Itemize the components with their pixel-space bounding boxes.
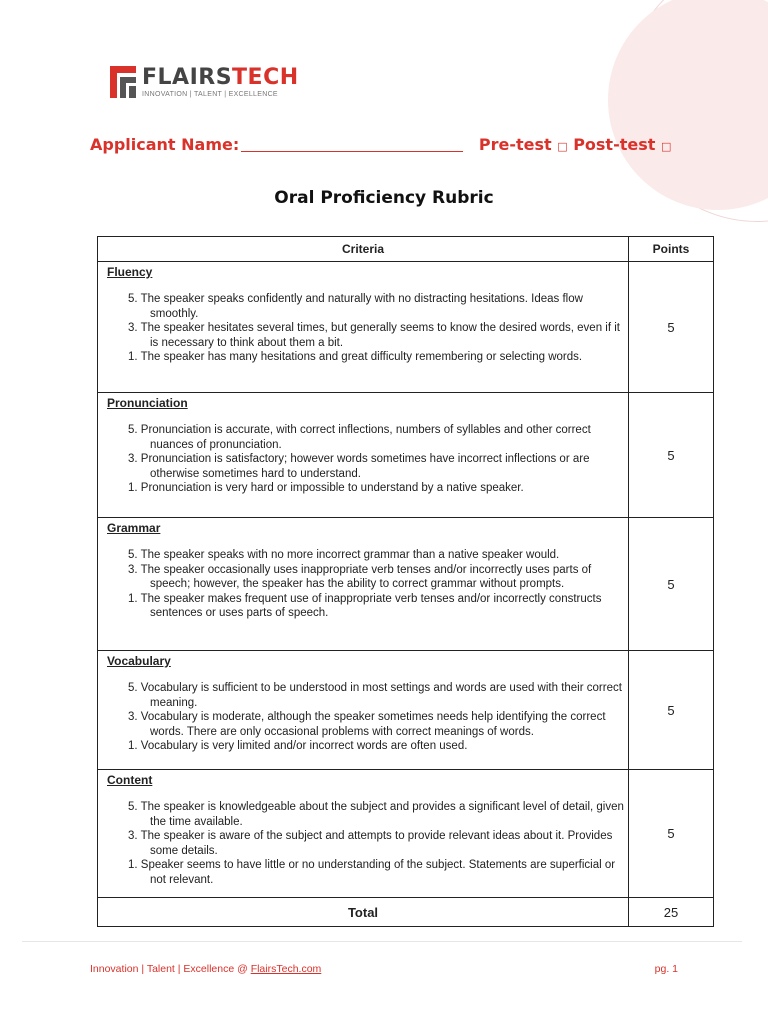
- level-item: 1. Vocabulary is very limited and/or incorrect words are often used.: [128, 740, 468, 752]
- level-item: 5. Pronunciation is accurate, with correct inflections, numbers of syllables and other correct nuances of pronunciation.: [128, 424, 591, 451]
- footer-text: Innovation | Talent | Excellence @ FlairsTech.com: [90, 963, 322, 975]
- brand-logo: [110, 66, 299, 100]
- points-value: 5: [629, 393, 714, 518]
- applicant-label: Applicant Name:: [90, 135, 240, 154]
- criterion-name: Fluency: [107, 265, 153, 279]
- footer-link[interactable]: FlairsTech.com: [250, 963, 322, 975]
- post-test-checkbox[interactable]: □: [660, 140, 672, 153]
- criterion-name: Grammar: [107, 521, 161, 535]
- level-item: 5. The speaker speaks with no more incorrect grammar than a native speaker would.: [128, 549, 560, 561]
- total-value: 25: [629, 898, 714, 927]
- level-item: 5. The speaker speaks confidently and naturally with no distracting hesitations. Ideas flow smoothly.: [128, 293, 583, 320]
- level-item: 5. The speaker is knowledgeable about the subject and provides a significant level of detail, given the time available.: [128, 801, 624, 828]
- decorative-circle: [608, 0, 768, 210]
- criterion-name: Pronunciation: [107, 396, 188, 410]
- level-item: 3. Pronunciation is satisfactory; however words sometimes have incorrect inflections or are otherwise sometimes hard to understand.: [128, 453, 590, 480]
- table-row: [98, 518, 714, 651]
- points-value: 5: [629, 262, 714, 393]
- level-item: 3. The speaker hesitates several times, but generally seems to know the desired words, even if it is necessary to think about them a bit.: [128, 322, 620, 349]
- level-item: 1. The speaker makes frequent use of inappropriate verb tenses and/or incorrectly constructs sentences or uses parts of speech.: [128, 592, 602, 619]
- total-label: Total: [98, 898, 629, 927]
- applicant-header: [90, 135, 671, 154]
- rubric-table: [97, 236, 714, 927]
- table-row: [98, 393, 714, 518]
- pre-test-label: Pre-test: [478, 135, 552, 154]
- criteria-header: Criteria: [98, 237, 629, 262]
- points-value: 5: [629, 651, 714, 770]
- level-item: 1. Pronunciation is very hard or impossible to understand by a native speaker.: [128, 482, 524, 494]
- level-item: 3. The speaker occasionally uses inappropriate verb tenses and/or incorrectly uses parts of speech; however, the speaker has the ability to correct grammar without prompts.: [128, 563, 592, 590]
- points-value: 5: [629, 518, 714, 651]
- level-item: 3. The speaker is aware of the subject and attempts to provide relevant ideas about it. Provides some details.: [128, 830, 613, 857]
- page-title: Oral Proficiency Rubric: [274, 188, 494, 208]
- table-header-row: [98, 237, 714, 262]
- total-row: [98, 898, 714, 927]
- criterion-name: Content: [107, 773, 153, 787]
- criterion-name: Vocabulary: [107, 654, 171, 668]
- brand-name: FLAIRSTECH: [142, 65, 299, 90]
- table-row: [98, 262, 714, 393]
- pre-test-checkbox[interactable]: □: [557, 140, 568, 153]
- applicant-name-field[interactable]: [241, 151, 463, 152]
- page-number: pg. 1: [654, 963, 678, 975]
- points-value: 5: [629, 770, 714, 898]
- post-test-label: Post-test: [573, 135, 656, 154]
- level-item: 1. The speaker has many hesitations and great difficulty remembering or selecting words.: [128, 351, 583, 363]
- table-row: [98, 770, 714, 898]
- logo-mark-icon: [110, 66, 136, 98]
- table-row: [98, 651, 714, 770]
- level-item: 5. Vocabulary is sufficient to be understood in most settings and words are used with their correct meaning.: [128, 682, 622, 709]
- level-item: 3. Vocabulary is moderate, although the speaker sometimes needs help identifying the correct words. There are only occasional problems with correct meanings of words.: [128, 711, 606, 738]
- brand-tagline: INNOVATION | TALENT | EXCELLENCE: [142, 91, 278, 98]
- level-item: 1. Speaker seems to have little or no understanding of the subject. Statements are superficial or not relevant.: [128, 859, 616, 886]
- points-header: Points: [629, 237, 714, 262]
- footer-divider: [22, 941, 742, 942]
